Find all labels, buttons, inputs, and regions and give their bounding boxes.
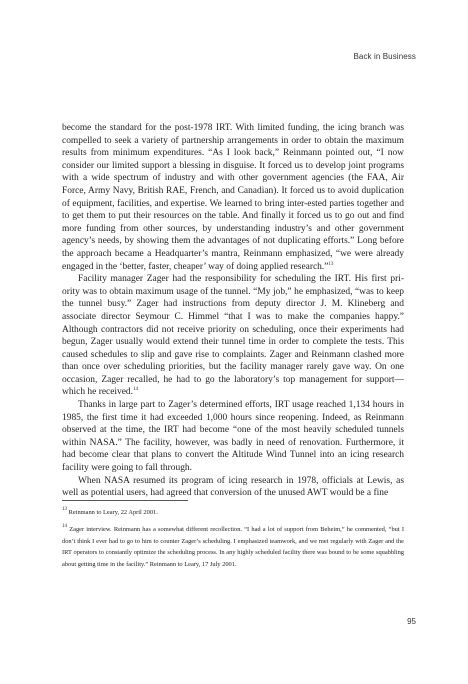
paragraph-4 xyxy=(62,475,404,500)
footnote-number-14: 14 xyxy=(62,524,67,530)
footnote-divider xyxy=(62,500,188,501)
footnote-14 xyxy=(62,524,404,570)
paragraph-1 xyxy=(62,122,404,273)
footnote-number-13: 13 xyxy=(62,507,67,512)
paragraph-3 xyxy=(62,399,404,475)
paragraph-2-text: Facility manager Zager had the responsibility for scheduling the IRT. His first pri-ority was to obtain maximum usage of the tunnel. “My job,” he emphasized, “was to keep the tunnel busy.” Zager had instructions from deputy director J. M. Klineberg and associate director Seymour C. Himmel “that I was to make the companies happy.” Although contractors did not receive priority on scheduling, once their experiments had begun, Zager usually would extend their tunnel time in order to complete the tests. This caused schedules to slip and gave rise to complaints. Zager and Reinmann clashed more than once over scheduling priorities, but the facility manager rarely gave way. On one occasion, Zager recalled, he had to go the laboratory’s top management for support—which he received. xyxy=(62,274,404,398)
body-text xyxy=(62,122,404,500)
footnotes xyxy=(62,507,404,570)
footnote-13-text: Reinmann to Leary, 22 April 2001. xyxy=(67,509,158,516)
footnote-ref-13: 13 xyxy=(328,261,334,267)
footnote-13 xyxy=(62,507,404,518)
footnote-14-text: Zager interview. Reinmann has a somewhat different recollection. “I had a lot of support from Beheim,” he commented, “but I don’t think I ever had to go to him to counter Zager’s scheduling. I emphasized teamwork, and we met regularly with Zager and the IRT operators to constantly optimize the scheduling process. In any highly scheduled facility there was bound to be some squabbling about getting time in the facility.” Reinmann to Leary, 17 July 2001. xyxy=(62,526,404,568)
paragraph-3-text: Thanks in large part to Zager’s determined efforts, IRT usage reached 1,134 hours in 1985, the first time it had exceeded 1,000 hours since reopening. Indeed, as Reinmann observed at the time, the IRT had become “one of the most heavily scheduled tunnels within NASA.” The facility, however, was badly in need of renovation. Furthermore, it had become clear that plans to convert the Altitude Wind Tunnel into an icing research facility were going to fall through. xyxy=(62,400,404,474)
footnote-ref-14: 14 xyxy=(133,387,139,393)
paragraph-2 xyxy=(62,273,404,399)
paragraph-1-text: become the standard for the post-1978 IRT. With limited funding, the icing branch was compelled to seek a variety of partnership arrangements in order to obtain the maximum results from minimum expenditures. “As I look back,” Reinmann pointed out, “I now consider our limited support a blessing in disguise. It forced us to develop joint programs with a wide spectrum of industry and with other government agencies (the FAA, Air Force, Army Navy, British RAE, French, and Canadian). It forced us to avoid duplication of equipment, facilities, and expertise. We learned to bring inter-ested parties together and to get them to put their resources on the table. And finally it forced us to go out and find more funding from other sources, by understanding industry’s and other government agency’s needs, by showing them the advantages of not duplicating efforts.” Long before the approach became a Headquarter’s mantra, Reinmann emphasized, “we were already engaged in the ‘better, faster, cheaper’ way of doing applied research.” xyxy=(62,123,404,272)
running-head: Back in Business xyxy=(353,52,416,61)
paragraph-4-text: When NASA resumed its program of icing research in 1978, officials at Lewis, as well as potential users, had agreed that conversion of the unused AWT would be a fine xyxy=(62,475,404,499)
page-number: 95 xyxy=(407,617,416,626)
